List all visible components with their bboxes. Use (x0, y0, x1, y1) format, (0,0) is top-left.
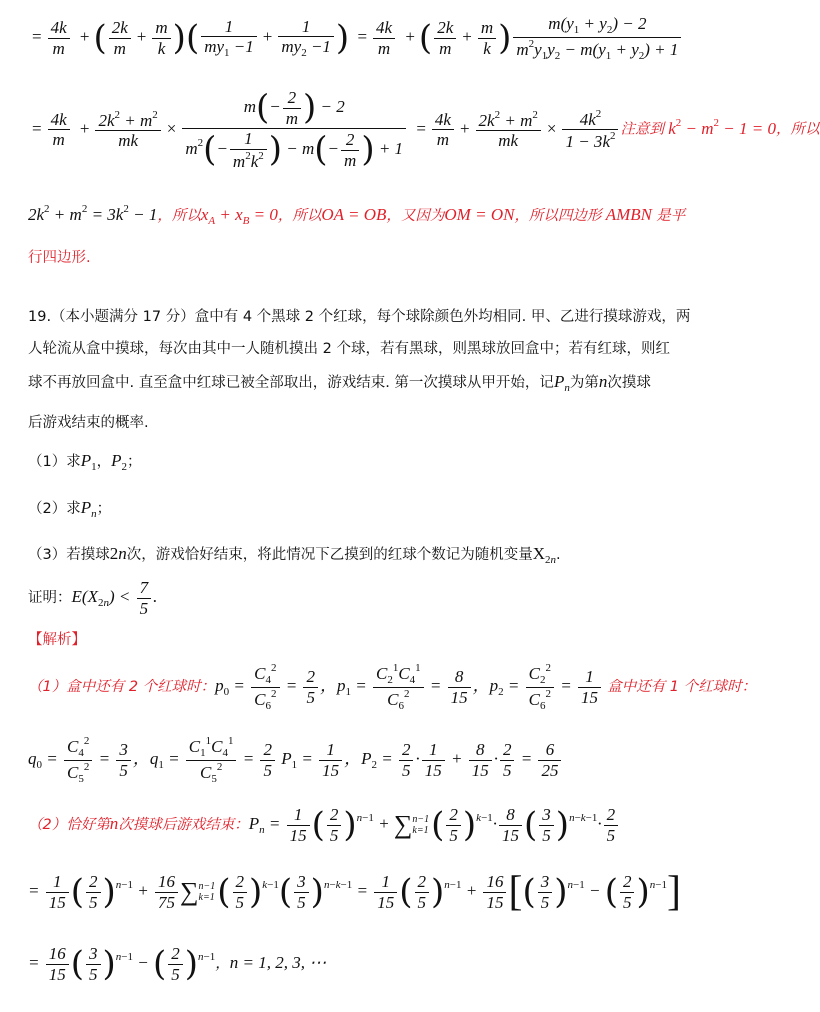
problem-19-line-4: 后游戏结束的概率. (28, 415, 149, 431)
problem-19-line-1: 19.（本小题满分 17 分）盒中有 4 个黑球 2 个红球，每个球除颜色外均相同. 甲、乙进行摸球游戏，两 (28, 309, 691, 325)
note-text: 注意到 (620, 121, 664, 138)
problem-19-line-3: 球不再放回盒中. 直至盒中红球已被全部取出，游戏结束. 第一次摸球从甲开始，记$P_n$为第n次摸球 (28, 372, 651, 394)
formula-line-1: = $\frac{4k}{m}$ + ( $\frac{2k}{m}$ + $\frac{m}{k}$ )( $\frac{1}{my_1 -1}$ + $\frac{1}{my_2 -1}$ ) = $\frac{4k}{m}$ + ( $\frac{2k}{m}$ + $\frac{m}{k}$ ) $\frac{m(y_1 + y_2) - 2}{m^2y_1y_2 - m(y_1 + y_2) + 1}$ (28, 14, 683, 62)
solution-heading: 【解析】 (28, 632, 86, 648)
proof-statement: 证明：$E(X_{2n})$ < $\frac{7}{5}$ . (28, 578, 158, 618)
solution-1-line-2: $q_0$ = $\frac{C_4^2}{C_5^2}$ = $\frac{3}{5}$ ，$q_1$ = $\frac{C_1^1C_4^1}{C_5^2}$ = $\frac{2}{5}$ $P_1$ = $\frac{1}{15}$ ，$P_2$ = $\frac{2}{5}$ · $\frac{1}{15}$ + $\frac{8}{15}$ · $\frac{2}{5}$ = $\frac{6}{25}$ (28, 735, 563, 785)
problem-19-line-2: 人轮流从盒中摸球，每次由其中一人随机摸出 2 个球，若有黑球，则黑球放回盒中；若有红球，则红 (28, 341, 670, 357)
text-line-5: 行四边形. (28, 250, 91, 266)
solution-2-line-1: （2）恰好第n次摸球后游戏结束：$P_n$ = $\frac{1}{15}$ ( $\frac{2}{5}$ )$^{n-1}$ + ∑n−1 k=1( $\frac{2}{5}$ )$^{k-1}$· $\frac{8}{15}$ ( $\frac{3}{5}$ )$^{n-k-1}$· $\frac{2}{5}$ (28, 805, 620, 845)
question-2: （2）求$P_n$； (28, 498, 112, 520)
formula-line-4: $2k^2 + m^2 = 3k^2 - 1$，所以$x_A + x_B = 0$，所以OA = OB，又因为OM = ON，所以四边形 AMBN 是平 (28, 203, 686, 227)
solution-2-line-2: = $\frac{1}{15}$ ( $\frac{2}{5}$ )$^{n-1}$ + $\frac{16}{75}$ ∑n−1 k=1( $\frac{2}{5}$ )$^{k-1}$( $\frac{3}{5}$ )$^{n-k-1}$ = $\frac{1}{15}$ ( $\frac{2}{5}$ )$^{n-1}$ + $\frac{16}{15}$ [( $\frac{3}{5}$ )$^{n-1}$ − ( $\frac{2}{5}$ )$^{n-1}$] (28, 869, 681, 915)
solution-1-line-1: （1）盒中还有 2 个红球时：$p_0$ = $\frac{C_4^2}{C_6^2}$ = $\frac{2}{5}$ ，$p_1$ = $\frac{C_2^1C_4^1}{C_6^2}$ = $\frac{8}{15}$ ，$p_2$ = $\frac{C_2^2}{C_6^2}$ = $\frac{1}{15}$ 盒中还有 1 个红球时： (28, 662, 757, 712)
question-1: （1）求$P_1$，$P_2$； (28, 451, 142, 473)
formula-line-2: = $\frac{4k}{m}$ + $\frac{2k^2 + m^2}{mk}$ × m(− $\frac{2}{m}$ ) − 2 $m^2(-$ $\frac{1}{m^2k^2}$ ) − m(− $\frac{2}{m}$ ) + 1 = $\frac{4k}{m}$ + $\frac{2k^2 + m^2}{mk}$ × $\frac{4k^2}{1 - 3k^2}$ 注意到 $k^2 - m^2 - 1 = 0$，所以 (32, 87, 820, 171)
question-3: （3）若摸球2n次，游戏恰好结束，将此情况下乙摸到的红球个数记为随机变量$X_{2n}$. (28, 544, 561, 566)
solution-2-line-3: = $\frac{16}{15}$ ( $\frac{3}{5}$ )$^{n-1}$ − ( $\frac{2}{5}$ )$^{n-1}$，n = 1, 2, 3, ⋯ (28, 944, 327, 985)
